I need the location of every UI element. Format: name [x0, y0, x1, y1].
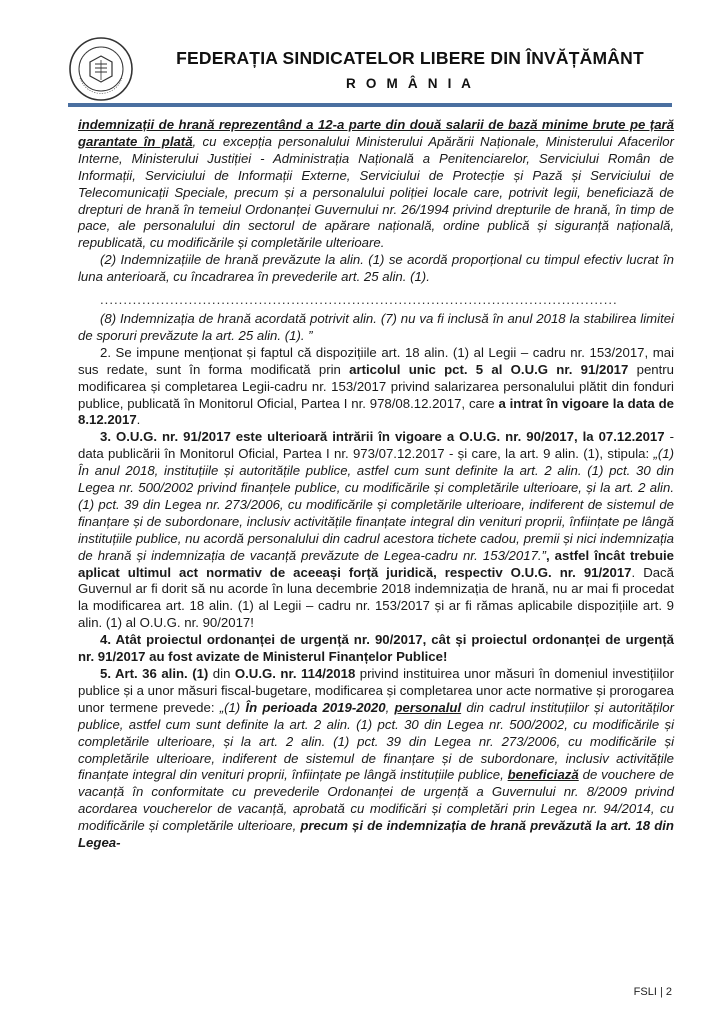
p4-text-a: 2. Se impune menționat și faptul că dispozițiile art. 18 alin. (1) al Legii – cadru nr. 153/2017, mai sus redate, sunt în forma modificată prin — [78, 344, 674, 377]
p7-bold-oug: O.U.G. nr. 114/2018 — [234, 666, 356, 681]
header-divider — [68, 103, 672, 107]
p4-bold-date: a intrat în vigoare la data de 8.12.2017 — [78, 395, 674, 428]
paragraph-1 — [78, 117, 674, 252]
p7-underlined-personal: personalul — [394, 699, 462, 715]
page-footer: FSLI | 2 — [633, 986, 672, 998]
p7-bold-period: În perioada 2019-2020 — [245, 699, 386, 715]
paragraph-3: (8) Indemnizația de hrană acordată potrivit alin. (7) nu va fi inclusă în anul 2018 la stabilirea limitei de sporuri prevăzute la art. 25 alin. (1). ” — [78, 310, 674, 343]
p5-bold-conclusion: , astfel încât trebuie aplicat ultimul act normativ de aceeași forță juridică, respectiv O.U.G. nr. 91/2017 — [78, 547, 674, 580]
p4-text-e: . — [136, 412, 141, 428]
p7-quote-body: din cadrul instituțiilor și autorităților publice, astfel cum sunt definite la art. 2 alin. (1) pct. 30 din Legea nr. 500/2002, cu modificările și completările ulterioare, și la art. 2 alin. (1) pct. 39 din Legea nr. 273/2006, cu modificările și completările ulterioare, indiferent de sistemul de finanțare și de subordonare, inclusiv activitățile finanțate integral din venituri proprii, înființate pe lângă instituțiile publice, — [78, 699, 675, 783]
p5-text-b: - data publicării în Monitorul Oficial, Partea I nr. 973/07.12.2017 - și care, la art. 9 alin. (1), stipula: — [78, 429, 674, 462]
organization-title: FEDERAȚIA SINDICATELOR LIBERE DIN ÎNVĂȚĂMÂNT — [176, 48, 644, 68]
p5-text-e: . Dacă Guvernul ar fi dorit să nu acorde în luna decembrie 2018 indemnizația de hrană, nu ar mai fi procedat la modificarea art. 18 alin. (1) al Legii – cadru nr. 153/2017 și ar fi rămas aplicabile dispozițiile art. 9 alin. (1) al O.U.G. nr. 90/2017! — [78, 564, 674, 631]
p4-bold-ref: articolul unic pct. 5 al O.U.G nr. 91/2017 — [349, 361, 629, 377]
document-body — [78, 117, 674, 852]
p7-quote-body-2: de vouchere de vacanță în conformitate cu prevederile Ordonanței de urgență a Guvernului nr. 8/2009 privind acordarea voucherelor de vacanță, aprobată cu modificări și completări prin Legea nr. 94/2014, cu modificările și completările ulterioare, — [78, 767, 674, 834]
paragraph-5 — [78, 429, 674, 632]
paragraph-4 — [78, 345, 674, 430]
p5-quote: „(1) În anul 2018, instituțiile și autoritățile publice, astfel cum sunt definite la art. 2 alin. (1) pct. 30 din Legea nr. 500/2002 privind finanțele publice, cu modificările și completările ulterioare, și la art. 2 alin. (1) pct. 39 din Legea nr. 273/2006, cu modificările și completările ulterioare, indiferent de sistemul de finanțare și de subordonare, inclusiv activitățile finanțate integral din venituri proprii, înființate pe lângă instituțiile publice, nu acordă personalului din cadrul acestora tichete cadou, premii și nici indemnizația de hrană și indemnizația de vacanță prevăzute de Legea-cadru nr. 153/2017.” — [78, 446, 674, 563]
paragraph-7 — [78, 666, 674, 852]
paragraph-2: (2) Indemnizațiile de hrană prevăzute la alin. (1) se acordă proporțional cu timpul efectiv lucrat în luna anterioară, cu încadrarea în prevederile art. 25 alin. (1). — [78, 252, 674, 285]
p7-text-b: din — [208, 666, 235, 681]
paragraph-6: 4. Atât proiectul ordonanței de urgență nr. 90/2017, cât și proiectul ordonanței de urgență nr. 91/2017 au fost avizate de Ministerul Finanțelor Publice! — [78, 632, 674, 665]
p7-text-d: privind instituirea unor măsuri în domeniul investițiilor publice și a unor măsuri fiscal-bugetare, modificarea și completarea unor acte normative și prorogarea unor termene prevede: — [78, 666, 674, 715]
p7-bold-ending: precum și de indemnizația de hrană prevăzută la art. 18 din Legea- — [78, 818, 674, 851]
p7-comma: , — [385, 699, 395, 715]
omission-dots: ............................................................................................................... — [100, 292, 618, 308]
p5-bold-intro: 3. O.U.G. nr. 91/2017 este ulterioară intrării în vigoare a O.U.G. nr. 90/2017, la 07.12.2017 — [100, 429, 665, 445]
fsli-seal-logo — [68, 36, 134, 102]
p7-quote-open: „(1) — [219, 699, 246, 715]
paragraph-1-text: , cu excepția personalului Ministerului Apărării Naționale, Ministerului Afacerilor Interne, Ministerului Justiției - Administrația Națională a Penitenciarelor, Serviciului Român de Informații, Serviciului de Informații Externe, Serviciului de Protecție și Pază și Serviciului de Telecomunicații Speciale, precum și a personalului poliției locale care, potrivit legii, beneficiază de drepturi de hrană în temeiul Ordonanței Guvernului nr. 26/1994 privind drepturile de hrană, în timp de pace, ale personalului din sectorul de apărare națională, ordine publică și siguranță națională, republicată, cu modificările și completările ulterioare. — [78, 133, 674, 251]
p7-underlined-beneficiaza: beneficiază — [507, 767, 579, 783]
country-subtitle: R O M Â N I A — [345, 76, 475, 91]
paragraph-1-emphasis: indemnizații de hrană reprezentând a 12-a parte din două salarii de bază minime brute pe țară garantate în plată — [78, 117, 674, 149]
p7-bold-art: 5. Art. 36 alin. (1) — [100, 666, 209, 681]
p4-text-c: pentru modificarea și completarea Legii-cadru nr. 153/2017 privind salarizarea personalului plătit din fonduri publice, publicată în Monitorul Oficial, Partea I nr. 978/08.12.2017, care — [78, 361, 674, 411]
